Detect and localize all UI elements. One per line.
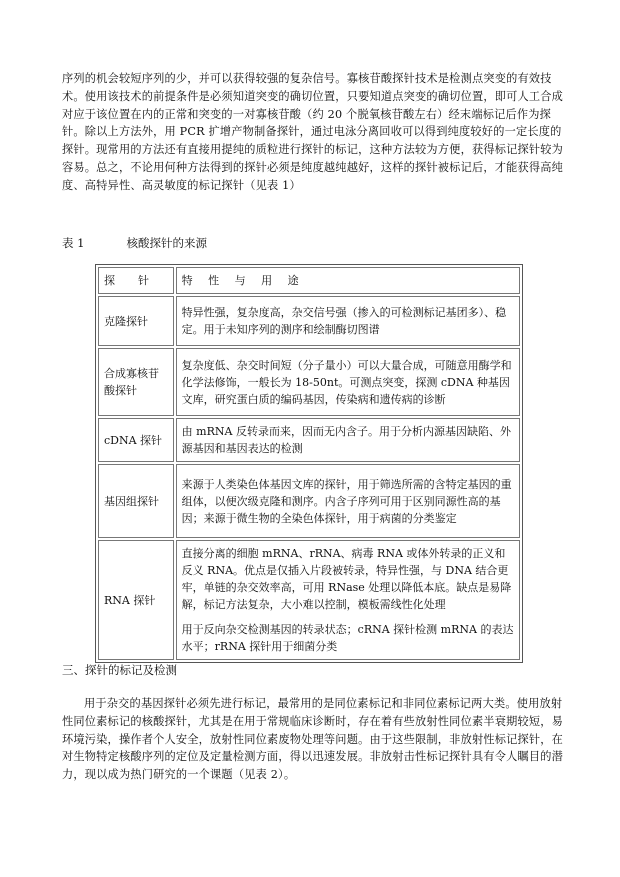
table-row	[98, 348, 520, 416]
body-paragraph: 序列的机会较短序列的少，并可以获得较强的复杂信号。寡核苷酸探针技术是检测点突变的有效技术。使用该技术的前提条件是必须知道突变的确切位置，只要知道点突变的确切位置，即可人工合成对应于该位置在内的正常和突变的一对寡核苷酸（约 20 个脱氧核苷酸左右）经末端标记后作为探针。除以上方法外，用 PCR 扩增产物制备探针，通过电泳分离回收可以得到纯度较好的一定长度的探针。现常用的方法还有直接用提纯的质粒进行探针的标记，这种方法较为方便，获得标记探针较为容易。总之，不论用何种方法得到的探针必须是纯度越纯越好，这样的探针被标记后，才能获得高纯度、高特异性、高灵敏度的标记探针（见表 1）	[62, 72, 564, 192]
probe-desc-text: 直接分离的细胞 mRNA、rRNA、病毒 RNA 或体外转录的正义和反义 RNA。优点是仅插入片段被转录，特异性强，与 DNA 结合更牢，单链的杂交效率高，可用 RNase 处理以降低本底。缺点是易降解，标记方法复杂，大小难以控制，模板需线性化处理	[181, 547, 512, 611]
probe-source-table	[95, 264, 523, 663]
probe-desc-cell: 由 mRNA 反转录而来，因而无内含子。用于分析内源基因缺陷、外源基因和基因表达的检测	[176, 418, 520, 462]
table-row	[98, 296, 520, 346]
table-row	[98, 418, 520, 462]
probe-name-cell: 基因组探针	[98, 464, 174, 538]
body-paragraph: 用于杂交的基因探针必须先进行标记，最常用的是同位素标记和非同位素标记两大类。使用放射性同位素标记的核酸探针，尤其是在用于常规临床诊断时，存在着有些放射性同位素半衰期较短，易环境污染，操作者个人安全，放射性同位素废物处理等问题。由于这些限制，非放射性标记探针，在对生物特定核酸序列的定位及定量检测方面，得以迅速发展。非放射击性标记探针具有令人瞩目的潜力，现以成为热门研究的一个课题（见表 2）。	[62, 697, 564, 782]
table-row	[98, 464, 520, 538]
section-heading: 三、探针的标记及检测	[62, 663, 177, 677]
probe-desc-cell	[176, 540, 520, 660]
probe-name-cell: 克隆探针	[98, 296, 174, 346]
header-cell-probe: 探 针	[98, 267, 174, 294]
table-row	[98, 540, 520, 660]
probe-desc-cell: 来源于人类染色体基因文库的探针，用于筛选所需的含特定基因的重组体，以便次级克隆和测序。内含子序列可用于区别同源性高的基因；来源于微生物的全染色体探针，用于病菌的分类鉴定	[176, 464, 520, 538]
probe-desc-text: 用于反向杂交检测基因的转录状态；cRNA 探针检测 mRNA 的表达水平；rRNA 探针用于细菌分类	[181, 623, 514, 653]
table-caption	[62, 235, 207, 251]
table-caption-label: 表 1	[62, 236, 85, 250]
probe-name-cell: RNA 探针	[98, 540, 174, 660]
header-cell-properties: 特 性 与 用 途	[176, 267, 520, 294]
probe-desc-cell: 特异性强，复杂度高，杂交信号强（掺入的可检测标记基团多）、稳定。用于未知序列的测序和绘制酶切图谱	[176, 296, 520, 346]
probe-name-cell: 合成寡核苷酸探针	[98, 348, 174, 416]
table-caption-title: 核酸探针的来源	[126, 236, 207, 250]
probe-name-cell: cDNA 探针	[98, 418, 174, 462]
table-header-row	[98, 267, 520, 294]
probe-desc-cell: 复杂度低、杂交时间短（分子量小）可以大量合成，可随意用酶学和化学法修饰，一般长为 18-50nt。可测点突变，探测 cDNA 种基因文库，研究蛋白质的编码基因，传染病和遗传病的诊断	[176, 348, 520, 416]
